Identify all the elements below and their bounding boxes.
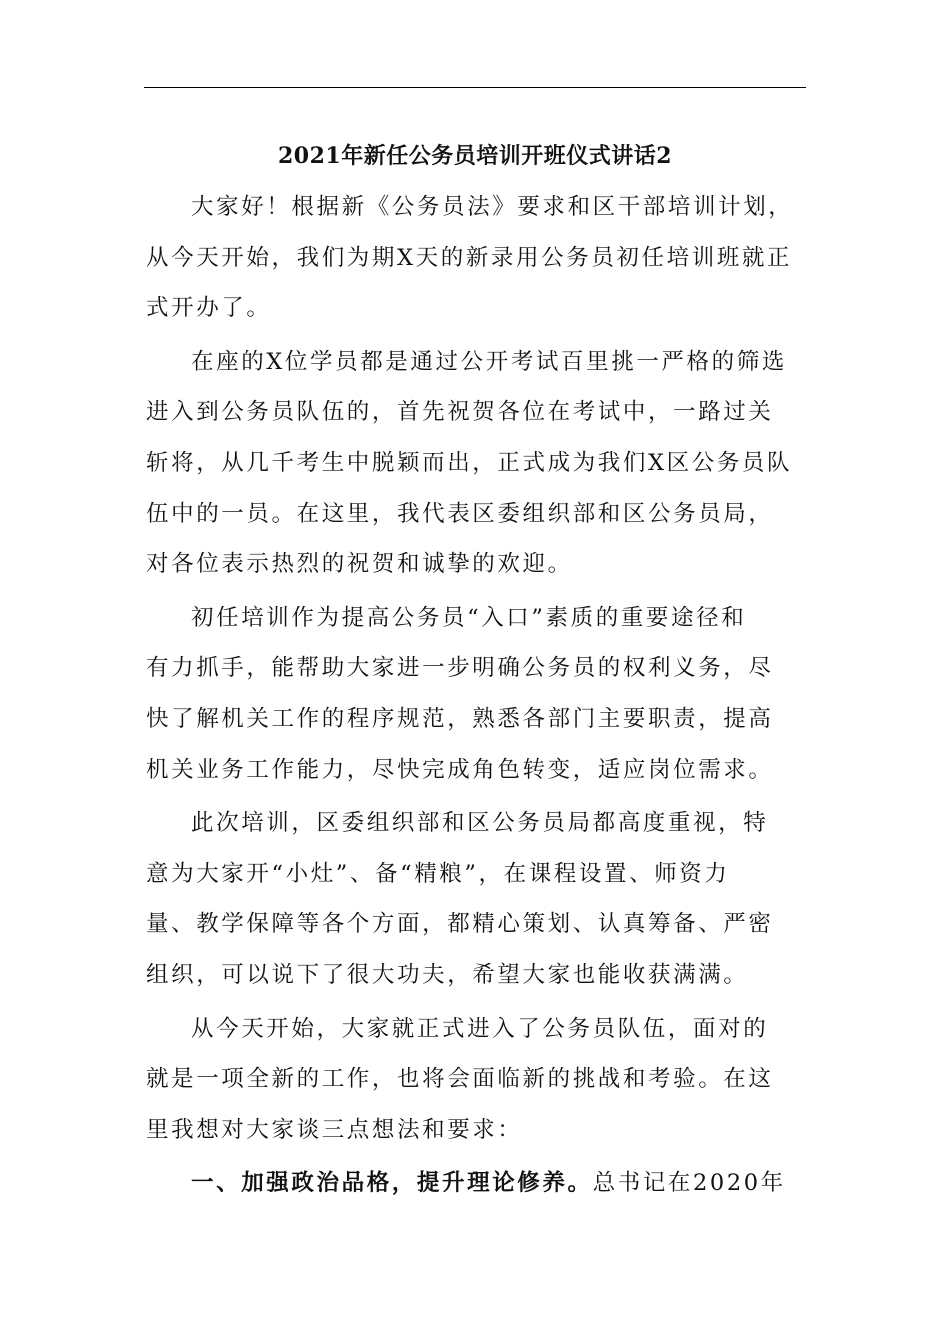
text-line: 大家好！根据新《公务员法》要求和区干部培训计划， [191,194,794,220]
text-line: 快了解机关工作的程序规范，熟悉各部门主要职责，提高 [146,705,774,732]
text-line: 里我想对大家谈三点想法和要求： [146,1116,523,1143]
section-text: 总书记在2020年 [592,1170,786,1197]
text-line: 机关业务工作能力，尽快完成角色转变，适应岗位需求。 [146,756,774,783]
text-line: 量、教学保障等各个方面，都精心策划、认真筹备、严密 [146,911,774,938]
text-line: 就是一项全新的工作，也将会面临新的挑战和考验。在这 [146,1066,774,1093]
text-line: 进入到公务员队伍的，首先祝贺各位在考试中，一路过关 [146,399,774,426]
paragraph [146,337,808,590]
text-line: 组织，可以说下了很大功夫，希望大家也能收获满满。 [146,961,749,988]
paragraph [146,593,808,795]
header-rule [144,87,806,88]
text-line: 从今天开始，大家就正式进入了公务员队伍，面对的 [191,1015,769,1042]
document-body [146,182,808,1212]
text-line: 式开办了。 [146,295,272,322]
text-line: 伍中的一员。在这里，我代表区委组织部和区公务员局， [146,500,774,527]
text-line: 初任培训作为提高公务员“入口”素质的重要途径和 [191,604,747,631]
document-title: 2021年新任公务员培训开班仪式讲话2 [277,143,673,169]
paragraph [146,798,808,1000]
text-line: 有力抓手，能帮助大家进一步明确公务员的权利义务，尽 [146,655,774,682]
paragraph [146,182,808,334]
text-line: 对各位表示热烈的祝贺和诚挚的欢迎。 [146,551,573,578]
section-heading: 一、加强政治品格，提升理论修养。 [191,1170,593,1197]
text-line: 从今天开始，我们为期X天的新录用公务员初任培训班就正 [146,244,793,271]
paragraph [146,1158,808,1209]
text-line: 此次培训，区委组织部和区公务员局都高度重视，特 [191,810,769,837]
text-line: 意为大家开“小灶”、备“精粮”，在课程设置、师资力 [146,860,730,887]
text-line [146,1158,808,1209]
text-line: 斩将，从几千考生中脱颖而出，正式成为我们X区公务员队 [146,449,793,476]
paragraph [146,1004,808,1156]
text-line: 在座的X位学员都是通过公开考试百里挑一严格的筛选 [191,348,787,375]
